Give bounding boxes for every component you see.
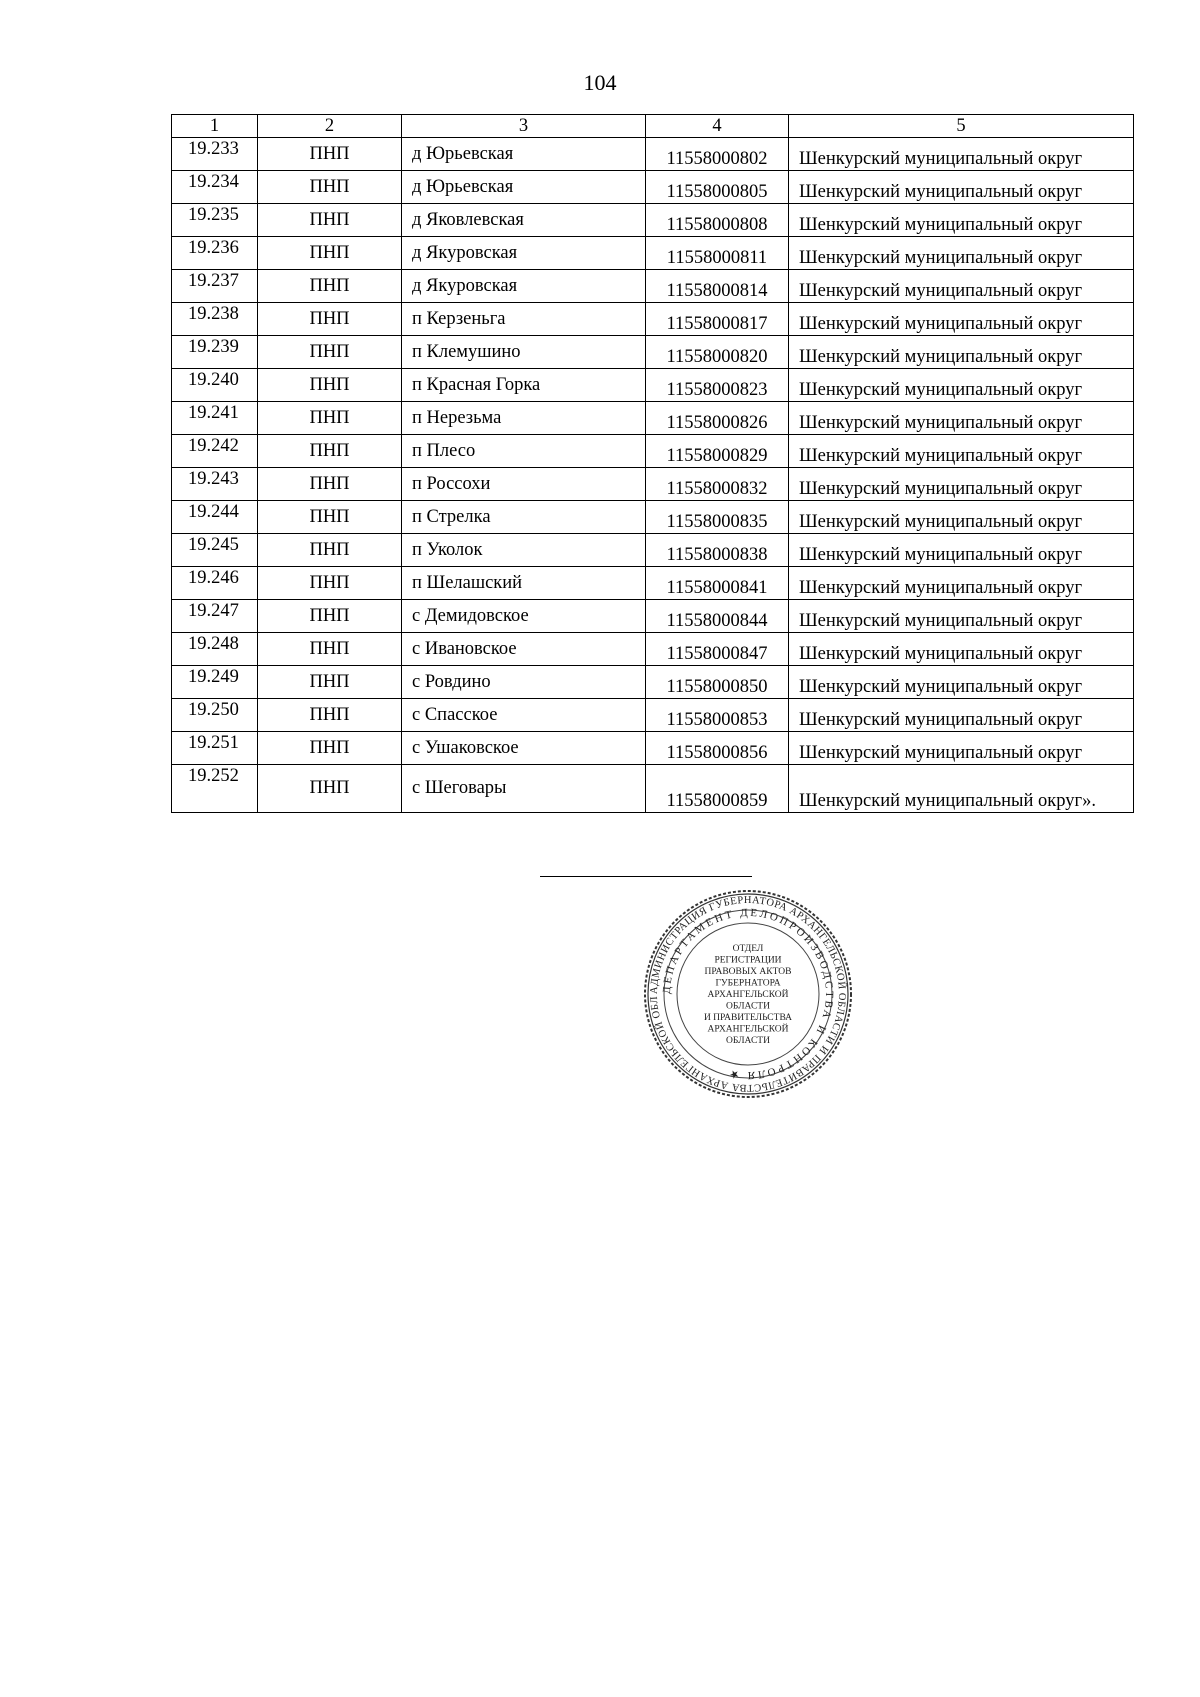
object-type-cell: ПНП (258, 468, 402, 501)
row-number-cell: 19.248 (172, 633, 258, 666)
table-row (172, 600, 1134, 633)
settlement-name-cell: п Нерезьма (402, 402, 646, 435)
seal-center-line: РЕГИСТРАЦИИ (714, 955, 782, 966)
settlement-code-cell: 11558000841 (646, 567, 789, 600)
table-row (172, 534, 1134, 567)
object-type-cell: ПНП (258, 600, 402, 633)
table-row (172, 765, 1134, 813)
municipality-name-cell: Шенкурский муниципальный округ (789, 732, 1134, 765)
municipality-name-cell: Шенкурский муниципальный округ (789, 303, 1134, 336)
row-number-cell: 19.246 (172, 567, 258, 600)
object-type-cell: ПНП (258, 402, 402, 435)
settlement-name-cell: п Уколок (402, 534, 646, 567)
object-type-cell: ПНП (258, 138, 402, 171)
settlement-code-cell: 11558000823 (646, 369, 789, 402)
seal-center-line: АРХАНГЕЛЬСКОЙ (707, 990, 789, 1000)
municipality-name-cell: Шенкурский муниципальный округ (789, 534, 1134, 567)
settlement-code-cell: 11558000850 (646, 666, 789, 699)
settlement-name-cell: с Спасское (402, 699, 646, 732)
table-row (172, 270, 1134, 303)
municipality-name-cell: Шенкурский муниципальный округ (789, 435, 1134, 468)
object-type-cell: ПНП (258, 633, 402, 666)
row-number-cell: 19.241 (172, 402, 258, 435)
table-row (172, 732, 1134, 765)
row-number-cell: 19.234 (172, 171, 258, 204)
settlement-name-cell: п Плесо (402, 435, 646, 468)
object-type-cell: ПНП (258, 303, 402, 336)
settlement-code-cell: 11558000844 (646, 600, 789, 633)
seal-outer-text: АДМИНИСТРАЦИЯ ГУБЕРНАТОРА АРХАНГЕЛЬСКОЙ ОБЛАСТИ И ПРАВИТЕЛЬСТВА АРХАНГЕЛЬСКОЙ ОБЛ (648, 894, 848, 1094)
row-number-cell: 19.238 (172, 303, 258, 336)
settlement-code-cell: 11558000817 (646, 303, 789, 336)
settlement-code-cell: 11558000805 (646, 171, 789, 204)
table-row (172, 303, 1134, 336)
settlement-name-cell: д Якуровская (402, 237, 646, 270)
settlement-name-cell: п Россохи (402, 468, 646, 501)
seal-center-line: ПРАВОВЫХ АКТОВ (704, 967, 792, 977)
row-number-cell: 19.236 (172, 237, 258, 270)
row-number-cell: 19.249 (172, 666, 258, 699)
settlement-code-cell: 11558000811 (646, 237, 789, 270)
official-seal-stamp (642, 888, 854, 1100)
table-row (172, 369, 1134, 402)
row-number-cell: 19.251 (172, 732, 258, 765)
settlement-code-cell: 11558000847 (646, 633, 789, 666)
object-type-cell: ПНП (258, 204, 402, 237)
table-row (172, 204, 1134, 237)
municipality-name-cell: Шенкурский муниципальный округ (789, 600, 1134, 633)
municipality-name-cell: Шенкурский муниципальный округ (789, 270, 1134, 303)
municipality-name-cell: Шенкурский муниципальный округ (789, 138, 1134, 171)
column-header: 2 (258, 115, 402, 138)
object-type-cell: ПНП (258, 270, 402, 303)
row-number-cell: 19.237 (172, 270, 258, 303)
settlement-code-cell: 11558000832 (646, 468, 789, 501)
seal-icon (642, 888, 854, 1100)
settlement-code-cell: 11558000853 (646, 699, 789, 732)
table-row (172, 666, 1134, 699)
municipality-name-cell: Шенкурский муниципальный округ (789, 336, 1134, 369)
row-number-cell: 19.244 (172, 501, 258, 534)
municipality-name-cell: Шенкурский муниципальный округ (789, 633, 1134, 666)
table-row (172, 237, 1134, 270)
settlement-code-cell: 11558000808 (646, 204, 789, 237)
object-type-cell: ПНП (258, 171, 402, 204)
settlement-code-cell: 11558000829 (646, 435, 789, 468)
seal-center-line: АРХАНГЕЛЬСКОЙ (707, 1024, 789, 1035)
settlement-code-cell: 11558000835 (646, 501, 789, 534)
table-row (172, 402, 1134, 435)
column-header: 3 (402, 115, 646, 138)
column-header: 4 (646, 115, 789, 138)
settlement-name-cell: с Ушаковское (402, 732, 646, 765)
object-type-cell: ПНП (258, 336, 402, 369)
table-row (172, 468, 1134, 501)
end-line-divider (540, 876, 752, 877)
municipality-name-cell: Шенкурский муниципальный округ (789, 171, 1134, 204)
row-number-cell: 19.250 (172, 699, 258, 732)
seal-center-line: ОБЛАСТИ (726, 1036, 770, 1046)
seal-center-text (704, 944, 792, 1046)
settlement-code-cell: 11558000856 (646, 732, 789, 765)
settlement-name-cell: п Шелашский (402, 567, 646, 600)
seal-center-line: ГУБЕРНАТОРА (715, 978, 781, 989)
object-type-cell: ПНП (258, 666, 402, 699)
table-header-row (172, 115, 1134, 138)
table-row (172, 171, 1134, 204)
object-type-cell: ПНП (258, 501, 402, 534)
row-number-cell: 19.252 (172, 765, 258, 813)
row-number-cell: 19.245 (172, 534, 258, 567)
row-number-cell: 19.247 (172, 600, 258, 633)
table-body (172, 138, 1134, 813)
settlement-name-cell: д Якуровская (402, 270, 646, 303)
settlement-code-cell: 11558000814 (646, 270, 789, 303)
settlement-name-cell: с Шеговары (402, 765, 646, 813)
settlement-name-cell: с Ивановское (402, 633, 646, 666)
row-number-cell: 19.239 (172, 336, 258, 369)
municipality-name-cell: Шенкурский муниципальный округ (789, 369, 1134, 402)
seal-center-line: И ПРАВИТЕЛЬСТВА (703, 1013, 793, 1023)
municipality-name-cell: Шенкурский муниципальный округ». (789, 765, 1134, 813)
seal-inner-text: ДЕПАРТАМЕНТ ДЕЛОПРОИЗВОДСТВА И КОНТРОЛЯ ★ (660, 906, 836, 1082)
table-row (172, 699, 1134, 732)
page-number: 104 (583, 70, 617, 95)
municipality-name-cell: Шенкурский муниципальный округ (789, 501, 1134, 534)
object-type-cell: ПНП (258, 237, 402, 270)
table-row (172, 633, 1134, 666)
row-number-cell: 19.233 (172, 138, 258, 171)
municipality-name-cell: Шенкурский муниципальный округ (789, 699, 1134, 732)
settlement-code-cell: 11558000826 (646, 402, 789, 435)
object-type-cell: ПНП (258, 369, 402, 402)
settlement-name-cell: п Керзеньга (402, 303, 646, 336)
table-row (172, 435, 1134, 468)
settlement-code-cell: 11558000802 (646, 138, 789, 171)
municipality-name-cell: Шенкурский муниципальный округ (789, 237, 1134, 270)
settlement-code-cell: 11558000859 (646, 765, 789, 813)
municipality-name-cell: Шенкурский муниципальный округ (789, 666, 1134, 699)
municipality-name-cell: Шенкурский муниципальный округ (789, 402, 1134, 435)
column-header: 5 (789, 115, 1134, 138)
object-type-cell: ПНП (258, 732, 402, 765)
municipality-name-cell: Шенкурский муниципальный округ (789, 468, 1134, 501)
settlement-name-cell: д Яковлевская (402, 204, 646, 237)
municipality-name-cell: Шенкурский муниципальный округ (789, 204, 1134, 237)
row-number-cell: 19.240 (172, 369, 258, 402)
seal-center-line: ОБЛАСТИ (726, 1001, 770, 1012)
settlement-name-cell: п Клемушино (402, 336, 646, 369)
settlement-name-cell: с Ровдино (402, 666, 646, 699)
table-row (172, 567, 1134, 600)
object-type-cell: ПНП (258, 699, 402, 732)
settlement-name-cell: д Юрьевская (402, 171, 646, 204)
table-row (172, 138, 1134, 171)
settlement-name-cell: д Юрьевская (402, 138, 646, 171)
object-type-cell: ПНП (258, 534, 402, 567)
row-number-cell: 19.235 (172, 204, 258, 237)
municipality-name-cell: Шенкурский муниципальный округ (789, 567, 1134, 600)
registry-table (171, 114, 1134, 813)
object-type-cell: ПНП (258, 567, 402, 600)
column-header: 1 (172, 115, 258, 138)
table-row (172, 336, 1134, 369)
row-number-cell: 19.243 (172, 468, 258, 501)
settlement-code-cell: 11558000838 (646, 534, 789, 567)
row-number-cell: 19.242 (172, 435, 258, 468)
settlement-code-cell: 11558000820 (646, 336, 789, 369)
table-row (172, 501, 1134, 534)
object-type-cell: ПНП (258, 435, 402, 468)
settlement-name-cell: с Демидовское (402, 600, 646, 633)
settlement-name-cell: п Красная Горка (402, 369, 646, 402)
seal-center-line: ОТДЕЛ (732, 944, 764, 954)
settlement-name-cell: п Стрелка (402, 501, 646, 534)
object-type-cell: ПНП (258, 765, 402, 813)
